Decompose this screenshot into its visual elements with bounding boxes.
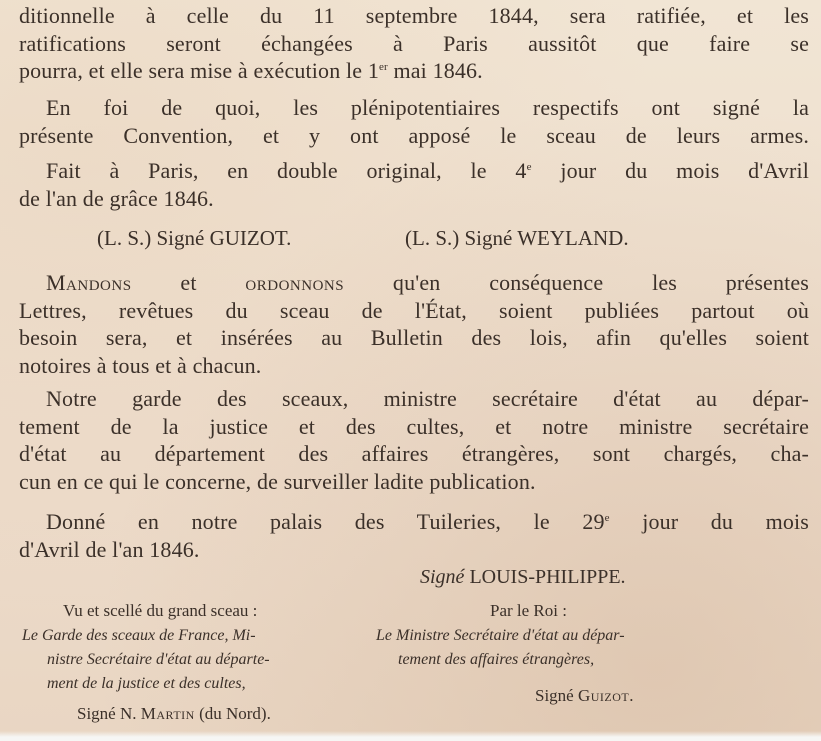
text-line: notoires à tous et à chacun.: [19, 352, 262, 378]
superscript: e: [526, 161, 532, 173]
text-line: tement de la justice et des cultes, et notre ministre secrétaire: [19, 413, 809, 439]
text-fragment: pourra, et elle sera mise à exécution le 1: [19, 58, 379, 83]
superscript: e: [604, 512, 610, 524]
left-block-line: ment de la justice et des cultes,: [47, 675, 246, 692]
text-line: besoin sera, et insérées au Bulletin des lois, afin qu'elles soient: [19, 325, 809, 350]
text-line: de l'an de grâce 1846.: [19, 185, 214, 211]
signature-guizot: (L. S.) Signé GUIZOT.: [97, 226, 292, 250]
small-caps-word: ordonnons: [245, 270, 345, 295]
text-fragment: Signé: [535, 686, 578, 705]
text-line: Lettres, revêtues du sceau de l'État, soient publiées partout où: [19, 297, 809, 323]
right-block-line: tement des affaires étrangères,: [398, 651, 595, 668]
small-caps-word: Martin: [140, 704, 195, 723]
paragraph-en-foi: [19, 94, 809, 149]
page-edge: [0, 731, 821, 741]
text-line: ditionnelle à celle du 11 septembre 1844, sera ratifiée, et les: [19, 3, 809, 28]
text-fragment: Donné en notre palais des Tuileries, le 29: [46, 509, 605, 534]
text-line: [19, 157, 809, 185]
signe-label: Signé: [420, 566, 465, 588]
paragraph-fait-a-paris: [19, 157, 809, 212]
text-fragment: jour du mois: [609, 509, 809, 534]
left-block-line: Le Garde des sceaux de France, Mi-: [22, 627, 256, 644]
king-signature: [420, 566, 626, 589]
text-fragment: Signé N.: [77, 704, 141, 723]
text-fragment: mai 1846.: [387, 58, 483, 83]
text-fragment: (du Nord).: [194, 704, 271, 723]
text-line: [19, 269, 809, 297]
left-block-line: nistre Secrétaire d'état au départe-: [47, 651, 270, 668]
text-line: ratifications seront échangées à Paris aussitôt que faire se: [19, 30, 809, 56]
signature-weyland: (L. S.) Signé WEYLAND.: [405, 226, 629, 250]
small-caps-word: Mandons: [46, 270, 132, 295]
paragraph-donne: [19, 508, 809, 563]
left-block-signature: [77, 704, 271, 724]
text-fragment: qu'en conséquence les présentes: [344, 270, 809, 295]
text-line: [19, 57, 809, 85]
text-fragment: et: [131, 270, 246, 295]
paragraph-ratification: [19, 2, 809, 85]
king-name: LOUIS-PHILIPPE.: [469, 566, 626, 588]
small-caps-word: Guizot.: [577, 686, 634, 705]
text-line: d'Avril de l'an 1846.: [19, 536, 200, 562]
paragraph-garde-des-sceaux: [19, 385, 809, 495]
left-block-heading: Vu et scellé du grand sceau :: [63, 601, 258, 620]
text-fragment: Fait à Paris, en double original, le 4: [46, 158, 527, 183]
text-line: cun en ce qui le concerne, de surveiller ladite publication.: [19, 468, 536, 494]
text-line: [19, 508, 809, 536]
text-line: d'état au département des affaires étrangères, sont chargés, cha-: [19, 441, 809, 466]
text-line: En foi de quoi, les plénipotentiaires respectifs ont signé la: [46, 95, 809, 120]
text-line: Notre garde des sceaux, ministre secrétaire d'état au dépar-: [46, 386, 809, 411]
right-block-line: Le Ministre Secrétaire d'état au dépar-: [376, 627, 625, 644]
right-block-signature: [535, 686, 634, 706]
text-fragment: jour du mois d'Avril: [531, 158, 809, 183]
superscript: er: [378, 61, 388, 73]
right-block-heading: Par le Roi :: [490, 601, 567, 620]
paragraph-mandons: [19, 269, 809, 379]
text-line: présente Convention, et y ont apposé le sceau de leurs armes.: [19, 122, 809, 148]
